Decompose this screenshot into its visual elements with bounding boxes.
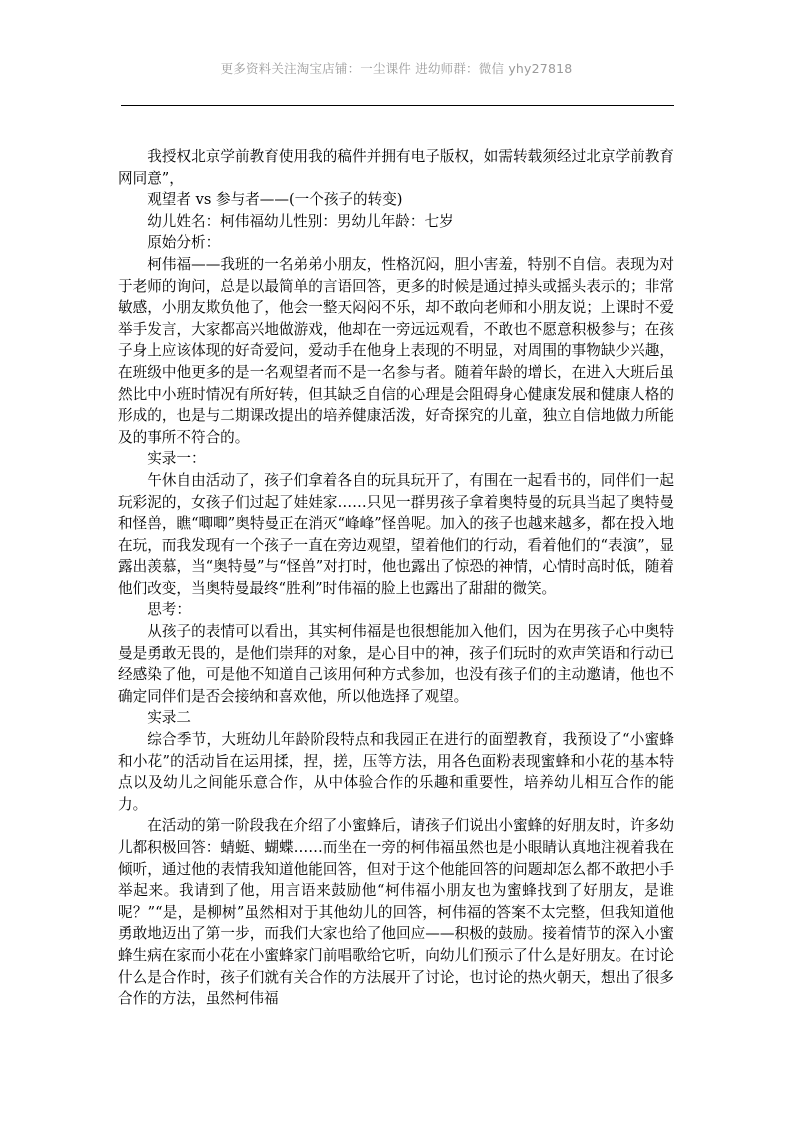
section-heading-analysis: 原始分析： bbox=[147, 234, 221, 252]
record-2-paragraph-2: 在活动的第一阶段我在介绍了小蜜蜂后，请孩子们说出小蜜蜂的好朋友时，许多幼儿都积极回答：蜻蜓、蝴蝶……而坐在一旁的柯伟福虽然也是小眼睛认真地注视着我在倾听，通过他的表情我知道他能回答，但对于这个他能回答的问题却怎么都不敢把小手举起来。我请到了他，用言语来鼓励他“柯伟福小朋友也为蜜蜂找到了好朋友，是谁呢？”“是，是柳树”虽然相对于其他幼儿的回答，柯伟福的答案不太完整，但我知道他勇敢地迈出了第一步，而我们大家也给了他回应——积极的鼓励。接着情节的深入小蜜蜂生病在家而小花在小蜜蜂家门前唱歌给它听，向幼儿们预示了什么是好朋友。在讨论什么是合作时，孩子们就有关合作的方法展开了讨论，也讨论的热火朝天，想出了很多合作的方法，虽然柯伟福 bbox=[118, 817, 674, 1008]
analysis-paragraph: 柯伟福——我班的一名弟弟小朋友，性格沉闷，胆小害羞，特别不自信。表现为对于老师的询问，总是以最简单的言语回答，更多的时候是通过掉头或摇头表示的；非常敏感，小朋友欺负他了，他会一整天闷闷不乐，却不敢向老师和小朋友说；上课时不爱举手发言，大家都高兴地做游戏，他却在一旁远远观看，不敢也不愿意积极参与；在孩子身上应该体现的好奇爱问，爱动手在他身上表现的不明显，对周围的事物缺少兴趣，在班级中他更多的是一名观望者而不是一名参与者。随着年龄的增长，在进入大班后虽然比中小班时情况有所好转，但其缺乏自信的心理是会阻碍身心健康发展和健康人格的形成的，也是与二期课改提出的培养健康活泼，好奇探究的儿童，独立自信地做力所能及的事所不符合的。 bbox=[118, 255, 674, 446]
record-2-paragraph-1: 综合季节，大班幼儿年龄阶段特点和我园正在进行的面塑教育，我预设了“小蜜蜂和小花”的活动旨在运用揉，捏，搓，压等方法，用各色面粉表现蜜蜂和小花的基本特点以及幼儿之间能乐意合作，从中体验合作的乐趣和重要性，培养幼儿相互合作的能力。 bbox=[118, 731, 674, 813]
article-title: 观望者 vs 参与者——(一个孩子的转变) bbox=[147, 191, 403, 209]
section-heading-record-1: 实录一： bbox=[147, 450, 206, 468]
page-header: 更多资料关注淘宝店铺：一尘课件 进幼师群：微信 yhy27818 bbox=[220, 61, 573, 76]
copyright-statement: 我授权北京学前教育使用我的稿件并拥有电子版权，如需转载须经过北京学前教育网同意”， bbox=[118, 148, 674, 187]
document-body bbox=[118, 146, 674, 1010]
section-heading-reflection: 思考： bbox=[147, 601, 191, 619]
reflection-paragraph: 从孩子的表情可以看出，其实柯伟福是也很想能加入他们，因为在男孩子心中奥特曼是勇敢无畏的，是他们崇拜的对象，是心目中的神，孩子们玩时的欢声笑语和行动已经感染了他，可是他不知道自己该用何种方式参加，也没有孩子们的主动邀请，他也不确定同伴们是否会接纳和喜欢他，所以他选择了观望。 bbox=[118, 623, 674, 705]
header-divider bbox=[121, 105, 674, 106]
child-info: 幼儿姓名：柯伟福幼儿性别：男幼儿年龄：七岁 bbox=[147, 212, 454, 230]
record-1-paragraph: 午休自由活动了，孩子们拿着各自的玩具玩开了，有围在一起看书的，同伴们一起玩彩泥的，女孩子们过起了娃娃家……只见一群男孩子拿着奥特曼的玩具当起了奥特曼和怪兽，瞧“唧唧”奥特曼正在消灭“峰峰”怪兽呢。加入的孩子也越来越多，都在投入地在玩，而我发现有一个孩子一直在旁边观望，望着他们的行动，看着他们的“表演”，显露出羡慕，当“奥特曼”与“怪兽”对打时，他也露出了惊恐的神情，心情时高时低，随着他们改变，当奥特曼最终“胜利”时伟福的脸上也露出了甜甜的微笑。 bbox=[118, 471, 674, 597]
section-heading-record-2: 实录二 bbox=[147, 709, 191, 727]
